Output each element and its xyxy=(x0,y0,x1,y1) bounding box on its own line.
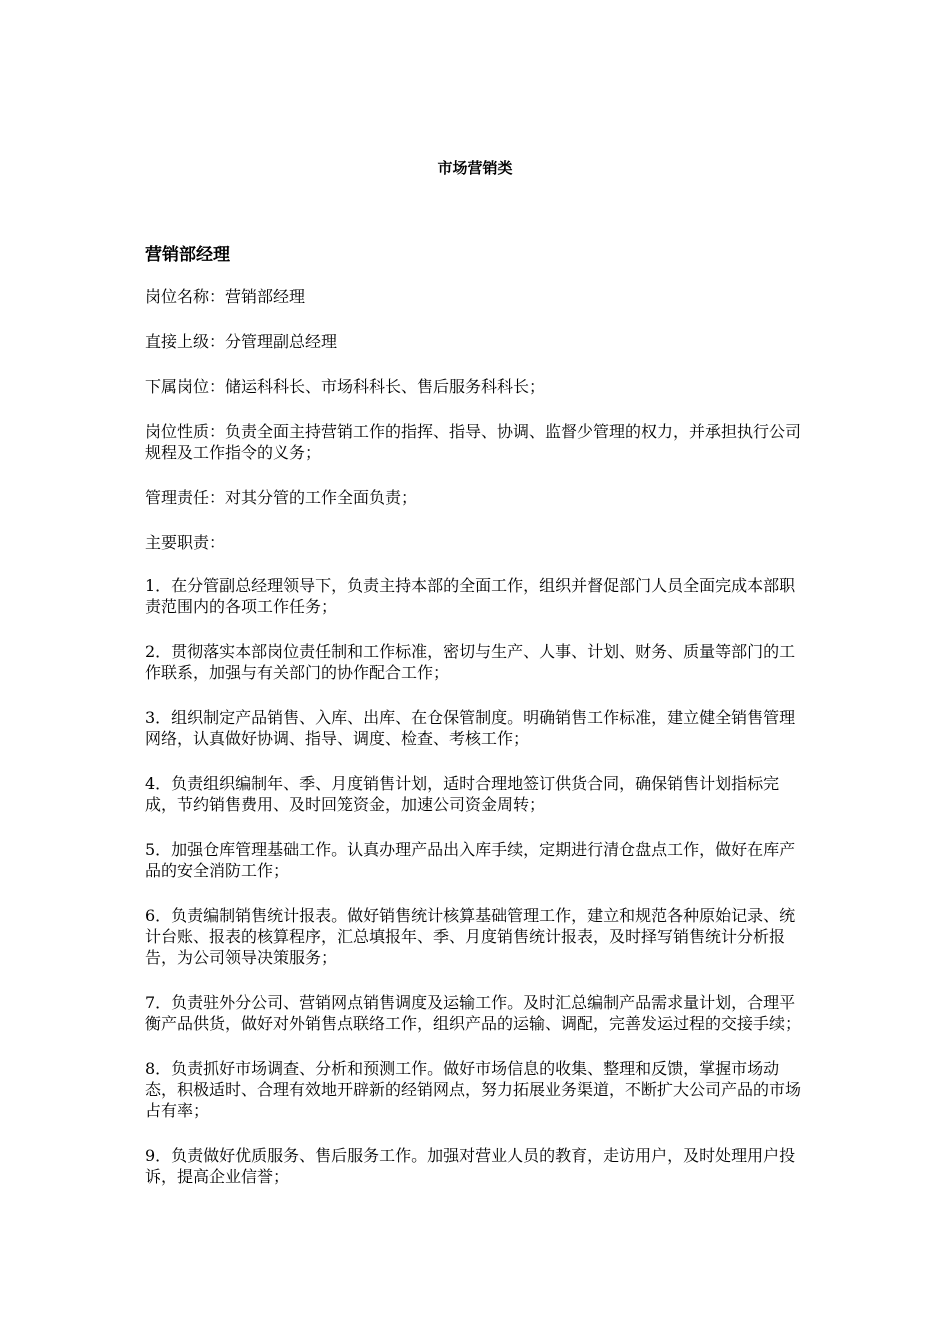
duty-item: 9．负责做好优质服务、售后服务工作。加强对营业人员的教育，走访用户，及时处理用户投诉，提高企业信誉； xyxy=(145,1146,796,1186)
duty-item: 8．负责抓好市场调查、分析和预测工作。做好市场信息的收集、整理和反馈，掌握市场动态，积极适时、合理有效地开辟新的经销网点，努力拓展业务渠道，不断扩大公司产品的市场占有率； xyxy=(145,1059,802,1120)
duty-item: 7．负责驻外分公司、营销网点销售调度及运输工作。及时汇总编制产品需求量计划，合理平衡产品供货，做好对外销售点联络工作，组织产品的运输、调配，完善发运过程的交接手续； xyxy=(145,993,802,1033)
duty-item: 6．负责编制销售统计报表。做好销售统计核算基础管理工作，建立和规范各种原始记录、统计台账、报表的核算程序，汇总填报年、季、月度销售统计报表，及时择写销售统计分析报告，为公司领导决策服务； xyxy=(145,906,796,967)
duty-item: 1．在分管副总经理领导下，负责主持本部的全面工作，组织并督促部门人员全面完成本部职责范围内的各项工作任务； xyxy=(145,576,796,616)
duty-item: 5．加强仓库管理基础工作。认真办理产品出入库手续，定期进行清仓盘点工作，做好在库产品的安全消防工作； xyxy=(145,840,796,880)
duty-item: 3．组织制定产品销售、入库、出库、在仓保管制度。明确销售工作标准，建立健全销售管理网络，认真做好协调、指导、调度、检查、考核工作； xyxy=(145,708,796,748)
subordinates-field: 下属岗位：储运科科长、市场科科长、售后服务科科长； xyxy=(145,377,546,396)
document-title: 市场营销类 xyxy=(437,159,513,177)
position-nature-field: 岗位性质：负责全面主持营销工作的指挥、指导、协调、监督少管理的权力，并承担执行公司规程及工作指令的义务； xyxy=(145,422,802,462)
duty-item: 4．负责组织编制年、季、月度销售计划，适时合理地签订供货合同，确保销售计划指标完成，节约销售费用、及时回笼资金，加速公司资金周转； xyxy=(145,774,780,814)
position-name-field: 岗位名称：营销部经理 xyxy=(145,287,306,306)
direct-superior-field: 直接上级：分管理副总经理 xyxy=(145,332,338,351)
main-duties-label: 主要职责： xyxy=(145,533,226,552)
management-responsibility-field: 管理责任：对其分管的工作全面负责； xyxy=(145,488,418,507)
document-body xyxy=(145,286,810,1211)
section-heading: 营销部经理 xyxy=(145,245,230,265)
duty-item: 2．贯彻落实本部岗位责任制和工作标准，密切与生产、人事、计划、财务、质量等部门的工作联系，加强与有关部门的协作配合工作； xyxy=(145,642,796,682)
